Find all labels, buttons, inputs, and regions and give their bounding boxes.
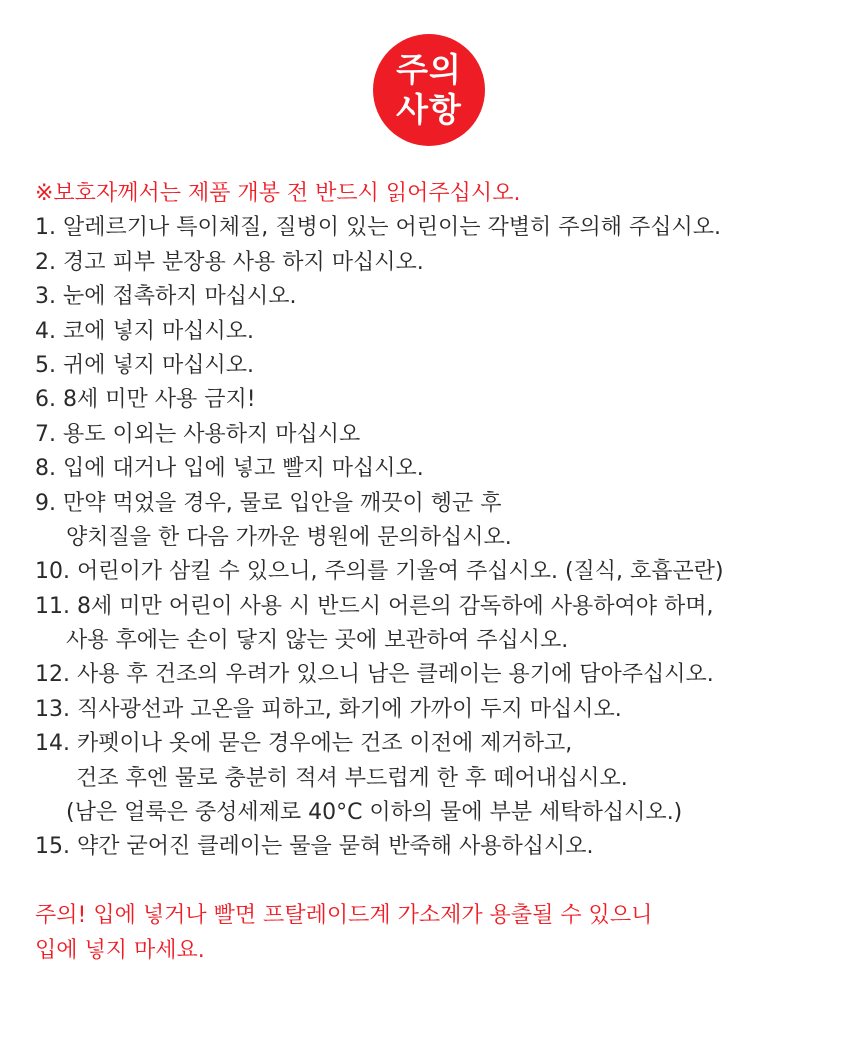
caution-item-6: 6. 8세 미만 사용 금지! [35, 387, 256, 413]
caution-item-9-cont: 양치질을 한 다음 가까운 병원에 문의하십시오. [66, 524, 512, 550]
caution-item-8: 8. 입에 대거나 입에 넣고 빨지 마십시오. [35, 456, 424, 482]
caution-badge [373, 34, 485, 146]
caution-item-14-note: (남은 얼룩은 중성세제로 40°C 이하의 물에 부분 세탁하십시오.) [66, 800, 683, 826]
caution-item-5: 5. 귀에 넣지 마십시오. [35, 352, 254, 378]
spacer [35, 865, 850, 899]
intro-notice: ※보호자께서는 제품 개봉 전 반드시 읽어주십시오. [35, 181, 521, 206]
caution-item-13: 13. 직사광선과 고온을 피하고, 화기에 가까이 두지 마십시오. [35, 696, 622, 722]
caution-item-9: 9. 만약 먹었을 경우, 물로 입안을 깨끗이 헹군 후 [35, 490, 502, 516]
caution-item-15: 15. 약간 굳어진 클레이는 물을 묻혀 반죽해 사용하십시오. [35, 834, 594, 860]
caution-item-14: 14. 카펫이나 옷에 묻은 경우에는 건조 이전에 제거하고, [35, 731, 573, 757]
caution-item-1: 1. 알레르기나 특이체질, 질병이 있는 어린이는 각별히 주의해 주십시오. [35, 215, 721, 241]
caution-badge-line2: 사항 [396, 90, 462, 129]
caution-item-3: 3. 눈에 접촉하지 마십시오. [35, 284, 297, 310]
caution-item-4: 4. 코에 넣지 마십시오. [35, 318, 254, 344]
caution-item-14-cont: 건조 후엔 물로 충분히 적셔 부드럽게 한 후 떼어내십시오. [76, 765, 628, 791]
warning-line-2: 입에 넣지 마세요. [35, 937, 205, 963]
caution-item-2: 2. 경고 피부 분장용 사용 하지 마십시오. [35, 249, 424, 275]
caution-item-12: 12. 사용 후 건조의 우려가 있으니 남은 클레이는 용기에 담아주십시오. [35, 662, 714, 688]
caution-item-7: 7. 용도 이외는 사용하지 마십시오 [35, 421, 361, 447]
caution-badge-line1: 주의 [396, 50, 462, 89]
caution-item-11-cont: 사용 후에는 손이 닿지 않는 곳에 보관하여 주십시오. [66, 628, 569, 654]
warning-line-1: 주의! 입에 넣거나 빨면 프탈레이드계 가소제가 용출될 수 있으니 [35, 903, 653, 929]
caution-item-11: 11. 8세 미만 어린이 사용 시 반드시 어른의 감독하에 사용하여야 하며, [35, 593, 714, 619]
caution-item-10: 10. 어린이가 삼킬 수 있으니, 주의를 기울여 주십시오. (질식, 호흡곤란) [35, 559, 724, 585]
caution-list [35, 177, 850, 968]
